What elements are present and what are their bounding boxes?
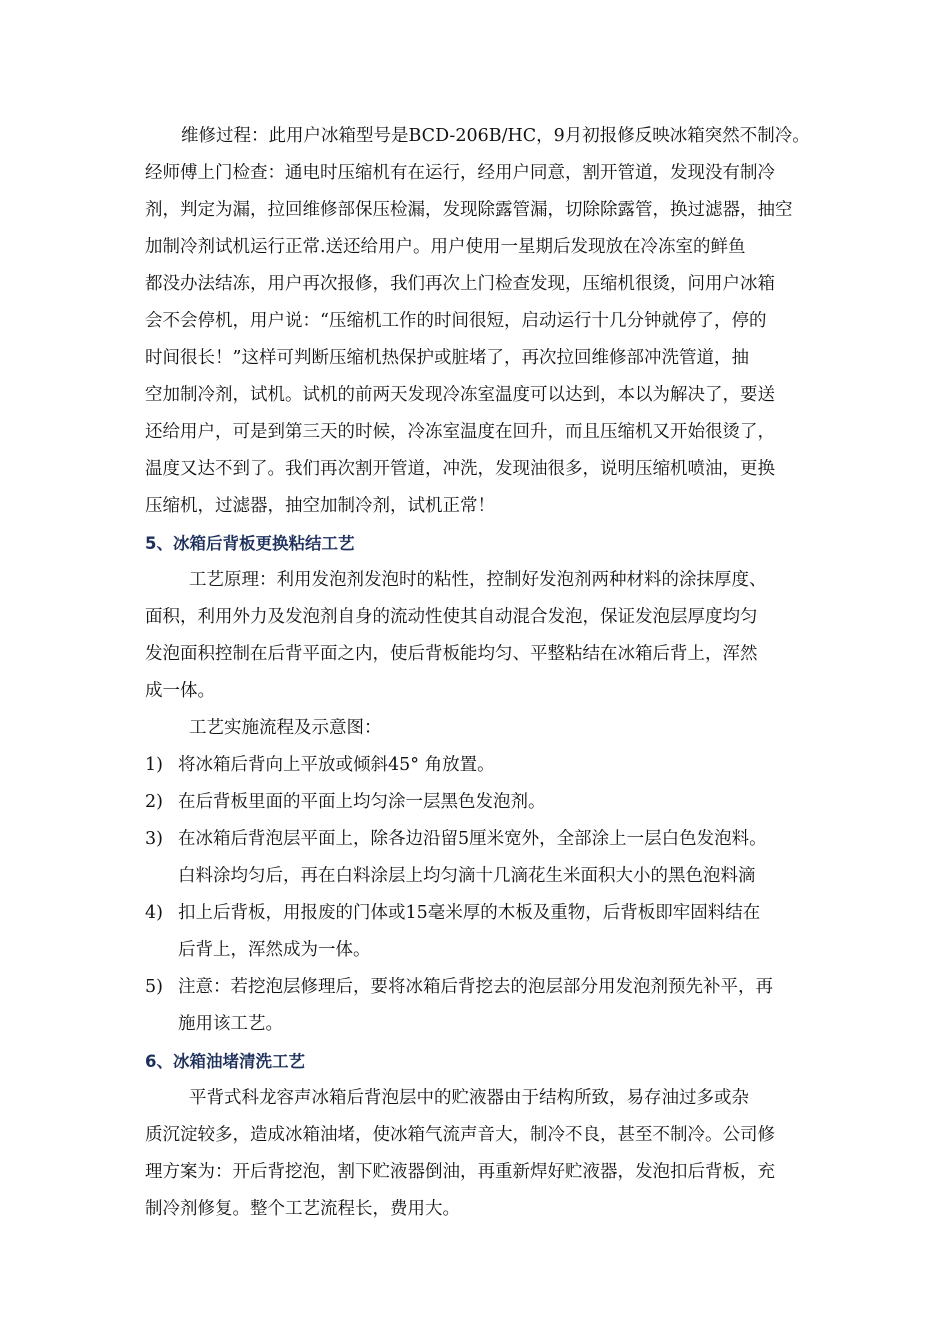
paragraph-line: 维修过程：此用户冰箱型号是BCD-206B/HC，9月初报修反映冰箱突然不制冷。: [181, 126, 810, 146]
paragraph-line: 制冷剂修复。整个工艺流程长，费用大。: [145, 1199, 460, 1219]
step-text-continuation: 白料涂均匀后，再在白料涂层上均匀滴十几滴花生米面积大小的黑色泡料滴: [178, 866, 756, 886]
step-number: 5): [145, 977, 163, 997]
step-number: 3): [145, 829, 163, 849]
repair-process-paragraph: [145, 118, 811, 525]
process-steps-list: [145, 747, 811, 1043]
section-5-heading: 5、冰箱后背板更换粘结工艺: [145, 534, 355, 553]
paragraph-line: 理方案为：开后背挖泡，割下贮液器倒油，再重新焊好贮液器，发泡扣后背板，充: [145, 1162, 775, 1182]
list-item: [145, 821, 811, 895]
paragraph-line: 压缩机，过滤器，抽空加制冷剂，试机正常！: [145, 496, 495, 516]
oil-clog-paragraph: [145, 1080, 811, 1228]
list-item: [145, 969, 811, 1043]
list-item: [145, 895, 811, 969]
list-item: [145, 784, 811, 821]
paragraph-line: 发泡面积控制在后背平面之内，使后背板能均匀、平整粘结在冰箱后背上，浑然: [145, 644, 758, 664]
paragraph-line: 时间很长！”这样可判断压缩机热保护或脏堵了，再次拉回维修部冲洗管道，抽: [145, 348, 749, 368]
paragraph-line: 平背式科龙容声冰箱后背泡层中的贮液器由于结构所致，易存油过多或杂: [189, 1088, 749, 1108]
paragraph-line: 工艺原理：利用发泡剂发泡时的粘性，控制好发泡剂两种材料的涂抹厚度、: [189, 570, 767, 590]
step-text: 将冰箱后背向上平放或倾斜45° 角放置。: [178, 755, 495, 775]
paragraph-line: 还给用户，可是到第三天的时候，冷冻室温度在回升，而且压缩机又开始很烫了，: [145, 422, 775, 442]
paragraph-line: 质沉淀较多，造成冰箱油堵，使冰箱气流声音大，制冷不良，甚至不制冷。公司修: [145, 1125, 775, 1145]
section-6-heading: 6、冰箱油堵清洗工艺: [145, 1052, 305, 1071]
step-text: 在后背板里面的平面上均匀涂一层黑色发泡剂。: [178, 792, 546, 812]
paragraph-line: 加制冷剂试机运行正常.送还给用户。用户使用一星期后发现放在冷冻室的鲜鱼: [145, 237, 746, 257]
paragraph-line: 都没办法结冻，用户再次报修，我们再次上门检查发现，压缩机很烫，问用户冰箱: [145, 274, 775, 294]
step-text: 注意：若挖泡层修理后，要将冰箱后背挖去的泡层部分用发泡剂预先补平，再: [178, 977, 773, 997]
paragraph-line: 剂，判定为漏，拉回维修部保压检漏，发现除露管漏，切除除露管，换过滤器，抽空: [145, 200, 793, 220]
paragraph-line: 会不会停机，用户说：“压缩机工作的时间很短，启动运行十几分钟就停了，停的: [145, 311, 767, 331]
paragraph-line: 空加制冷剂，试机。试机的前两天发现冷冻室温度可以达到，本以为解决了，要送: [145, 385, 775, 405]
step-number: 4): [145, 903, 163, 923]
step-text-continuation: 后背上，浑然成为一体。: [178, 940, 371, 960]
paragraph-line: 经师傅上门检查：通电时压缩机有在运行，经用户同意，割开管道，发现没有制冷: [145, 163, 775, 183]
paragraph-line: 成一体。: [145, 681, 215, 701]
list-item: [145, 747, 811, 784]
step-number: 1): [145, 755, 163, 775]
process-principle-paragraph: [145, 562, 811, 710]
paragraph-line: 温度又达不到了。我们再次割开管道，冲洗，发现油很多，说明压缩机喷油，更换: [145, 459, 775, 479]
paragraph-line: 面积，利用外力及发泡剂自身的流动性使其自动混合发泡，保证发泡层厚度均匀: [145, 607, 758, 627]
step-text: 在冰箱后背泡层平面上，除各边沿留5厘米宽外，全部涂上一层白色发泡料。: [178, 829, 767, 849]
step-text: 扣上后背板，用报废的门体或15毫米厚的木板及重物，后背板即牢固料结在: [178, 903, 761, 923]
step-number: 2): [145, 792, 163, 812]
process-flow-title: 工艺实施流程及示意图：: [189, 718, 382, 738]
step-text-continuation: 施用该工艺。: [178, 1014, 283, 1034]
document-body: [145, 118, 811, 1228]
